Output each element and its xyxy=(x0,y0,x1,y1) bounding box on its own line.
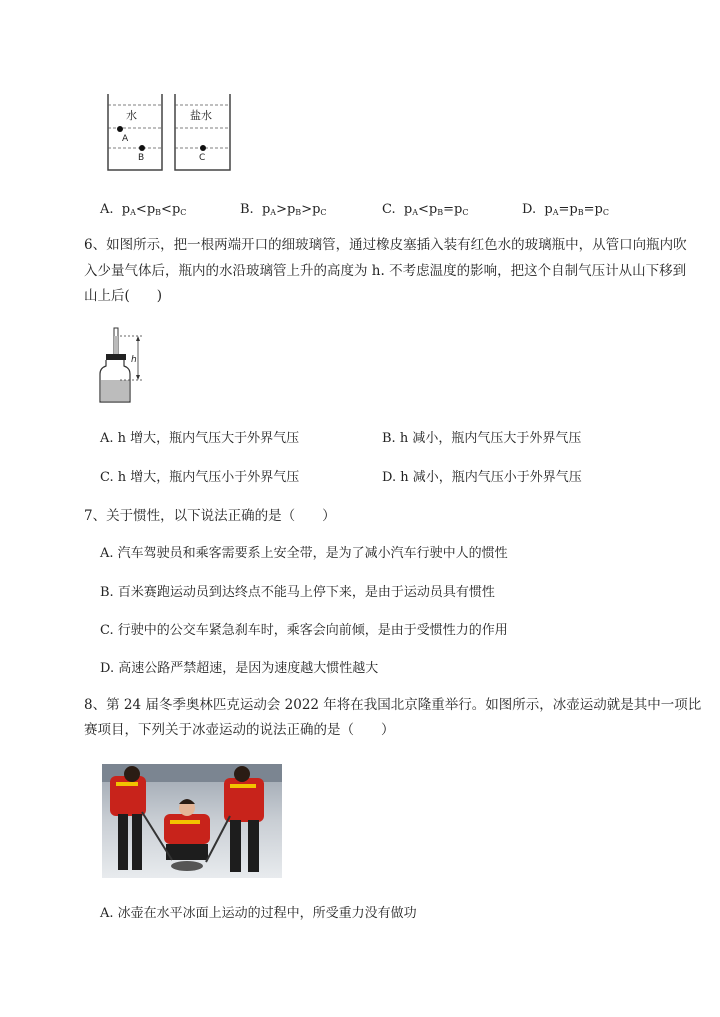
q8-stem-line1: 8、第 24 届冬季奥林匹克运动会 2022 年将在我国北京隆重举行。如图所示，冰壶运动就是其中一项比 xyxy=(84,697,702,713)
q6-stem-line2: 入少量气体后，瓶内的水沿玻璃管上升的高度为 h. 不考虑温度的影响，把这个自制气压计从山下移到 xyxy=(84,263,687,279)
height-label: h xyxy=(131,355,137,365)
q5-option-d[interactable]: D. $p_A=p_B=p_C$ xyxy=(522,202,609,217)
q6-option-d[interactable]: D. h 减小，瓶内气压小于外界气压 xyxy=(382,470,582,485)
q5-option-b[interactable]: B. $p_A>p_B>p_C$ xyxy=(240,202,327,217)
q7-option-d[interactable]: D. 高速公路严禁超速，是因为速度越大惯性越大 xyxy=(100,661,379,676)
point-c-dot xyxy=(200,145,206,151)
q6-stem-line3: 山上后( ) xyxy=(84,288,163,304)
q6-option-b[interactable]: B. h 减小，瓶内气压大于外界气压 xyxy=(382,431,582,446)
point-c-label: C xyxy=(199,153,206,163)
q7-stem: 7、关于惯性，以下说法正确的是（ ） xyxy=(84,508,336,524)
q7-option-a[interactable]: A. 汽车驾驶员和乘客需要系上安全带，是为了减小汽车行驶中人的惯性 xyxy=(100,546,508,561)
point-b-dot xyxy=(139,145,145,151)
point-a-dot xyxy=(117,126,123,132)
q6-option-c[interactable]: C. h 增大，瓶内气压小于外界气压 xyxy=(100,470,300,485)
q6-stem-line1: 6、如图所示，把一根两端开口的细玻璃管，通过橡皮塞插入装有红色水的玻璃瓶中，从管口向瓶内吹 xyxy=(84,237,687,253)
q8-stem-line2: 赛项目，下列关于冰壶运动的说法正确的是（ ） xyxy=(84,722,395,738)
left-label: 水 xyxy=(126,109,137,122)
q7-option-b[interactable]: B. 百米赛跑运动员到达终点不能马上停下来，是由于运动员具有惯性 xyxy=(100,585,495,600)
q5-option-c[interactable]: C. $p_A<p_B=p_C$ xyxy=(382,202,469,217)
q6-figure-barometer xyxy=(96,326,156,406)
q8-option-a[interactable]: A. 冰壶在水平冰面上运动的过程中，所受重力没有做功 xyxy=(100,906,417,921)
q7-option-c[interactable]: C. 行驶中的公交车紧急刹车时，乘客会向前倾，是由于受惯性力的作用 xyxy=(100,623,508,638)
point-b-label: B xyxy=(138,153,145,163)
point-a-label: A xyxy=(122,134,129,144)
q6-option-a[interactable]: A. h 增大，瓶内气压大于外界气压 xyxy=(100,431,300,446)
q5-option-a[interactable]: A. $p_A<p_B<p_C$ xyxy=(100,202,187,217)
right-label: 盐水 xyxy=(190,109,212,122)
left-container xyxy=(108,94,162,170)
q5-figure xyxy=(100,92,240,172)
q8-curling-photo xyxy=(102,764,282,878)
